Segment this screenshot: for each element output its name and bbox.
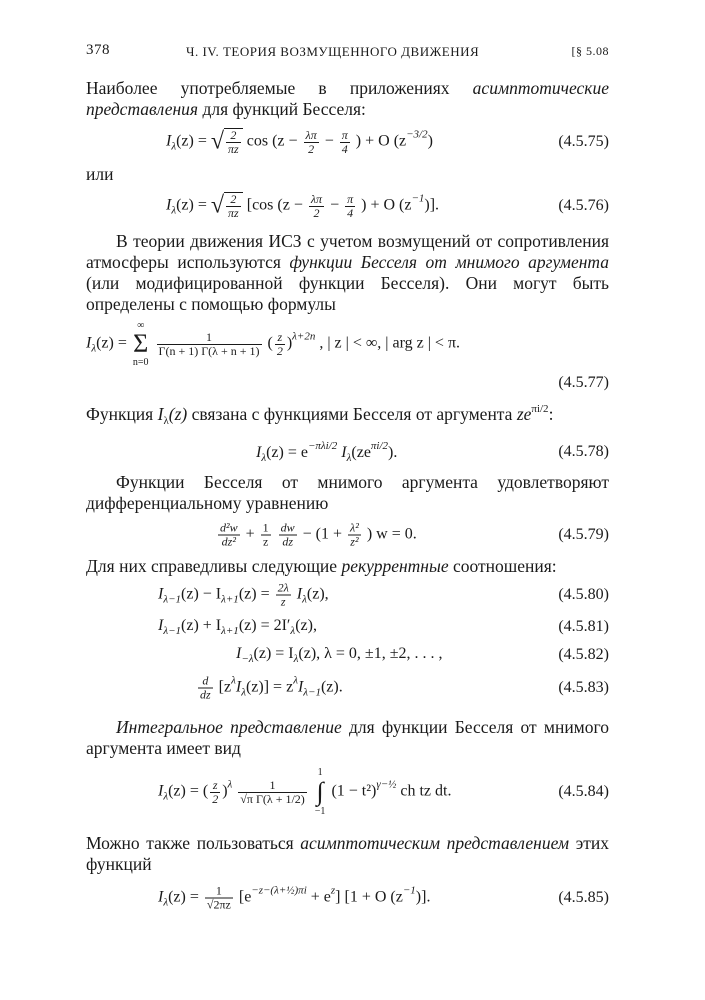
equation-number: (4.5.78) [558, 443, 609, 460]
equation-number: (4.5.82) [558, 646, 609, 663]
equation-4-5-83: $\frac{d}{dz}$ $[z^\lambda I_\lambda(z)] = z^\lambda I_{\lambda-1}(z)$. (4.5.83) [200, 673, 609, 702]
running-header [86, 42, 609, 64]
equation-4-5-80: $I_{\lambda-1}(z) - I_{\lambda+1}(z)$ = $\frac{2\lambda}{z}$ $I_\lambda(z)$, (4.5.80) [158, 580, 609, 609]
equation-4-5-75: $I_\lambda(z)$ = √ $\frac{2}{\pi z}$ cos (z − $\frac{\lambda\pi}{2}$ − $\frac{\pi}{4}$ ) + O $(z^{-3/2})$ (4.5.75) [166, 127, 609, 156]
equation-number: (4.5.77) [558, 374, 609, 391]
equation-4-5-85: $I_\lambda(z)$ = $\frac{1}{√2\pi z}$ $[e^{-z-(\lambda+\frac{1}{2})\pi i} + e^z] [1 + O$ $(z^{-1})$]. (4.5.85) [158, 883, 609, 912]
paragraph-asymptotic: Можно также пользоваться асимптотическим представлением этих функций [86, 833, 609, 874]
equation-4-5-84: $I_\lambda(z)$ = ( $\frac{z}{2}$ )$^\lambda$ $\frac{1}{\text{√π Γ(λ + 1/2)}}$ 1 ∫ −1 $(1 - t^2)^{\gamma-\frac{1}{2}}$ ch tz dt. (4.5.84) [158, 767, 609, 817]
section-marker: [§ 5.08 [571, 44, 609, 58]
paragraph-differential: Функции Бесселя от мнимого аргумента удовлетворяют дифференциальному уравнению [86, 472, 609, 513]
chapter-title: Ч. IV. ТЕОРИЯ ВОЗМУЩЕННОГО ДВИЖЕНИЯ [186, 44, 480, 59]
or-word: или [86, 164, 114, 184]
page-number: 378 [86, 42, 110, 58]
equation-4-5-77: $I_\lambda(z)$ = ∞ Σ n=0 $\frac{1}{\Gamma(n + 1) \Gamma(\lambda + n + 1)}$ ( $\frac{z}{2}$ )$^{\lambda+2n}$ , | z | < ∞, | arg z | < π. [86, 320, 461, 368]
equation-number: (4.5.84) [558, 783, 609, 800]
paragraph-satellite-theory: В теории движения ИСЗ с учетом возмущений от сопротивления атмосферы используются функции Бесселя от мнимого аргумента (или модифицированной функции Бесселя). Они могут быть определены с помощью формулы [86, 231, 609, 314]
equation-4-5-82: $I_{-\lambda}(z) = I_\lambda(z)$, λ = 0, ±1, ±2, . . . , (4.5.82) [236, 645, 609, 665]
equation-number: (4.5.76) [558, 197, 609, 214]
intro-paragraph: Наиболее употребляемые в приложениях асимптотические представления для функций Бесселя: [86, 78, 609, 119]
equation-4-5-79: $\frac{\text{d²w}}{\text{dz²}}$ + $\frac{1}{z}$ $\frac{dw}{dz}$ − (1 + $\frac{\text{λ²}}{\text{z²}}$ ) w = 0. (4.5.79) [220, 520, 609, 549]
equation-number: (4.5.75) [558, 133, 609, 150]
equation-4-5-76: $I_\lambda(z)$ = √ $\frac{2}{\pi z}$ [cos (z − $\frac{\lambda\pi}{2}$ − $\frac{\pi}{4}$ ) + O $(z^{-1})$]. (4.5.76) [166, 191, 609, 220]
equation-number: (4.5.79) [558, 526, 609, 543]
paragraph-recurrence: Для них справедливы следующие рекуррентные соотношения: [86, 556, 557, 576]
equation-4-5-81: $I_{\lambda-1}(z) + I_{\lambda+1}(z) = 2I'_\lambda(z)$, (4.5.81) [158, 617, 609, 637]
equation-4-5-78: $I_\lambda(z) = e^{-\pi\lambda i/2}$ $I_\lambda(ze^{\pi i/2})$. (4.5.78) [256, 440, 609, 464]
paragraph-relation: Функция $I_\lambda(z)$ связана с функциями Бесселя от аргумента $ze^{\pi i/2}$: [86, 403, 554, 427]
equation-number: (4.5.85) [558, 889, 609, 906]
book-page [86, 42, 609, 921]
equation-number: (4.5.81) [558, 618, 609, 635]
equation-number: (4.5.80) [558, 586, 609, 603]
paragraph-integral: Интегральное представление для функции Бесселя от мнимого аргумента имеет вид [86, 717, 609, 758]
equation-number: (4.5.83) [558, 679, 609, 696]
